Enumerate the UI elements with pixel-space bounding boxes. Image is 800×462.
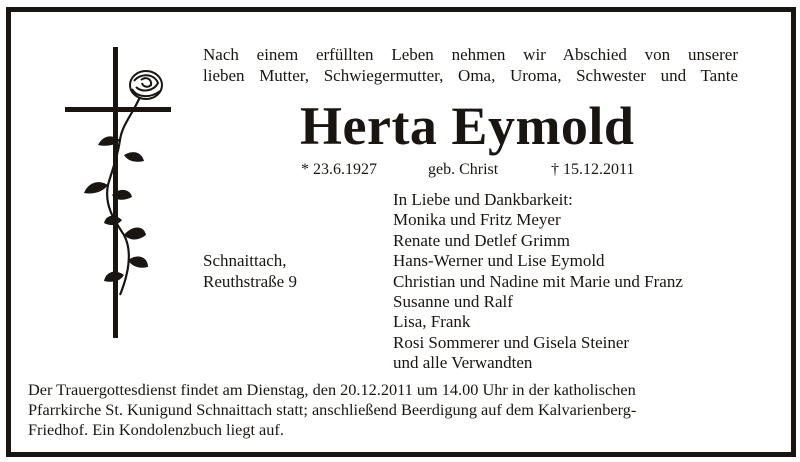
list-item: und alle Verwandten (393, 353, 533, 373)
footer-line-3: Friedhof. Ein Kondolenzbuch liegt auf. (28, 420, 284, 439)
footer-line-2: Pfarrkirche St. Kunigund Schnaittach statt; anschließend Beerdigung auf dem Kalvarienberg- (28, 400, 637, 419)
birth-date: * 23.6.1927 (301, 161, 377, 178)
footer-line-1: Der Trauergottesdienst findet am Dienstag, den 20.12.2011 um 14.00 Uhr in der katholischen (28, 380, 636, 399)
list-item: Hans-Werner und Lise Eymold (393, 251, 605, 271)
list-item: Rosi Sommerer und Gisela Steiner (393, 332, 630, 352)
death-date: † 15.12.2011 (551, 161, 635, 178)
list-item: Renate und Detlef Grimm (393, 230, 571, 250)
deceased-name: Herta Eymold (300, 96, 635, 156)
list-item: Susanne und Ralf (393, 292, 513, 312)
address-line-1: Schnaittach, (203, 251, 287, 270)
service-info (28, 380, 768, 440)
list-item: In Liebe und Dankbarkeit: (393, 190, 573, 209)
mourners-list (393, 190, 683, 374)
list-item: Christian und Nadine mit Marie und Franz (393, 271, 683, 291)
cross-with-rose-icon (62, 45, 177, 340)
address (203, 250, 297, 292)
list-item: Monika und Fritz Meyer (393, 210, 561, 230)
intro-line-2: lieben Mutter, Schwiegermutter, Oma, Uroma, Schwester und Tante (203, 66, 738, 85)
intro-line-1: Nach einem erfüllten Leben nehmen wir Abschied von unserer (203, 45, 738, 64)
address-line-2: Reuthstraße 9 (203, 272, 297, 291)
maiden-name: geb. Christ (428, 161, 499, 178)
list-item: Lisa, Frank (393, 312, 471, 332)
intro-text (203, 44, 738, 86)
